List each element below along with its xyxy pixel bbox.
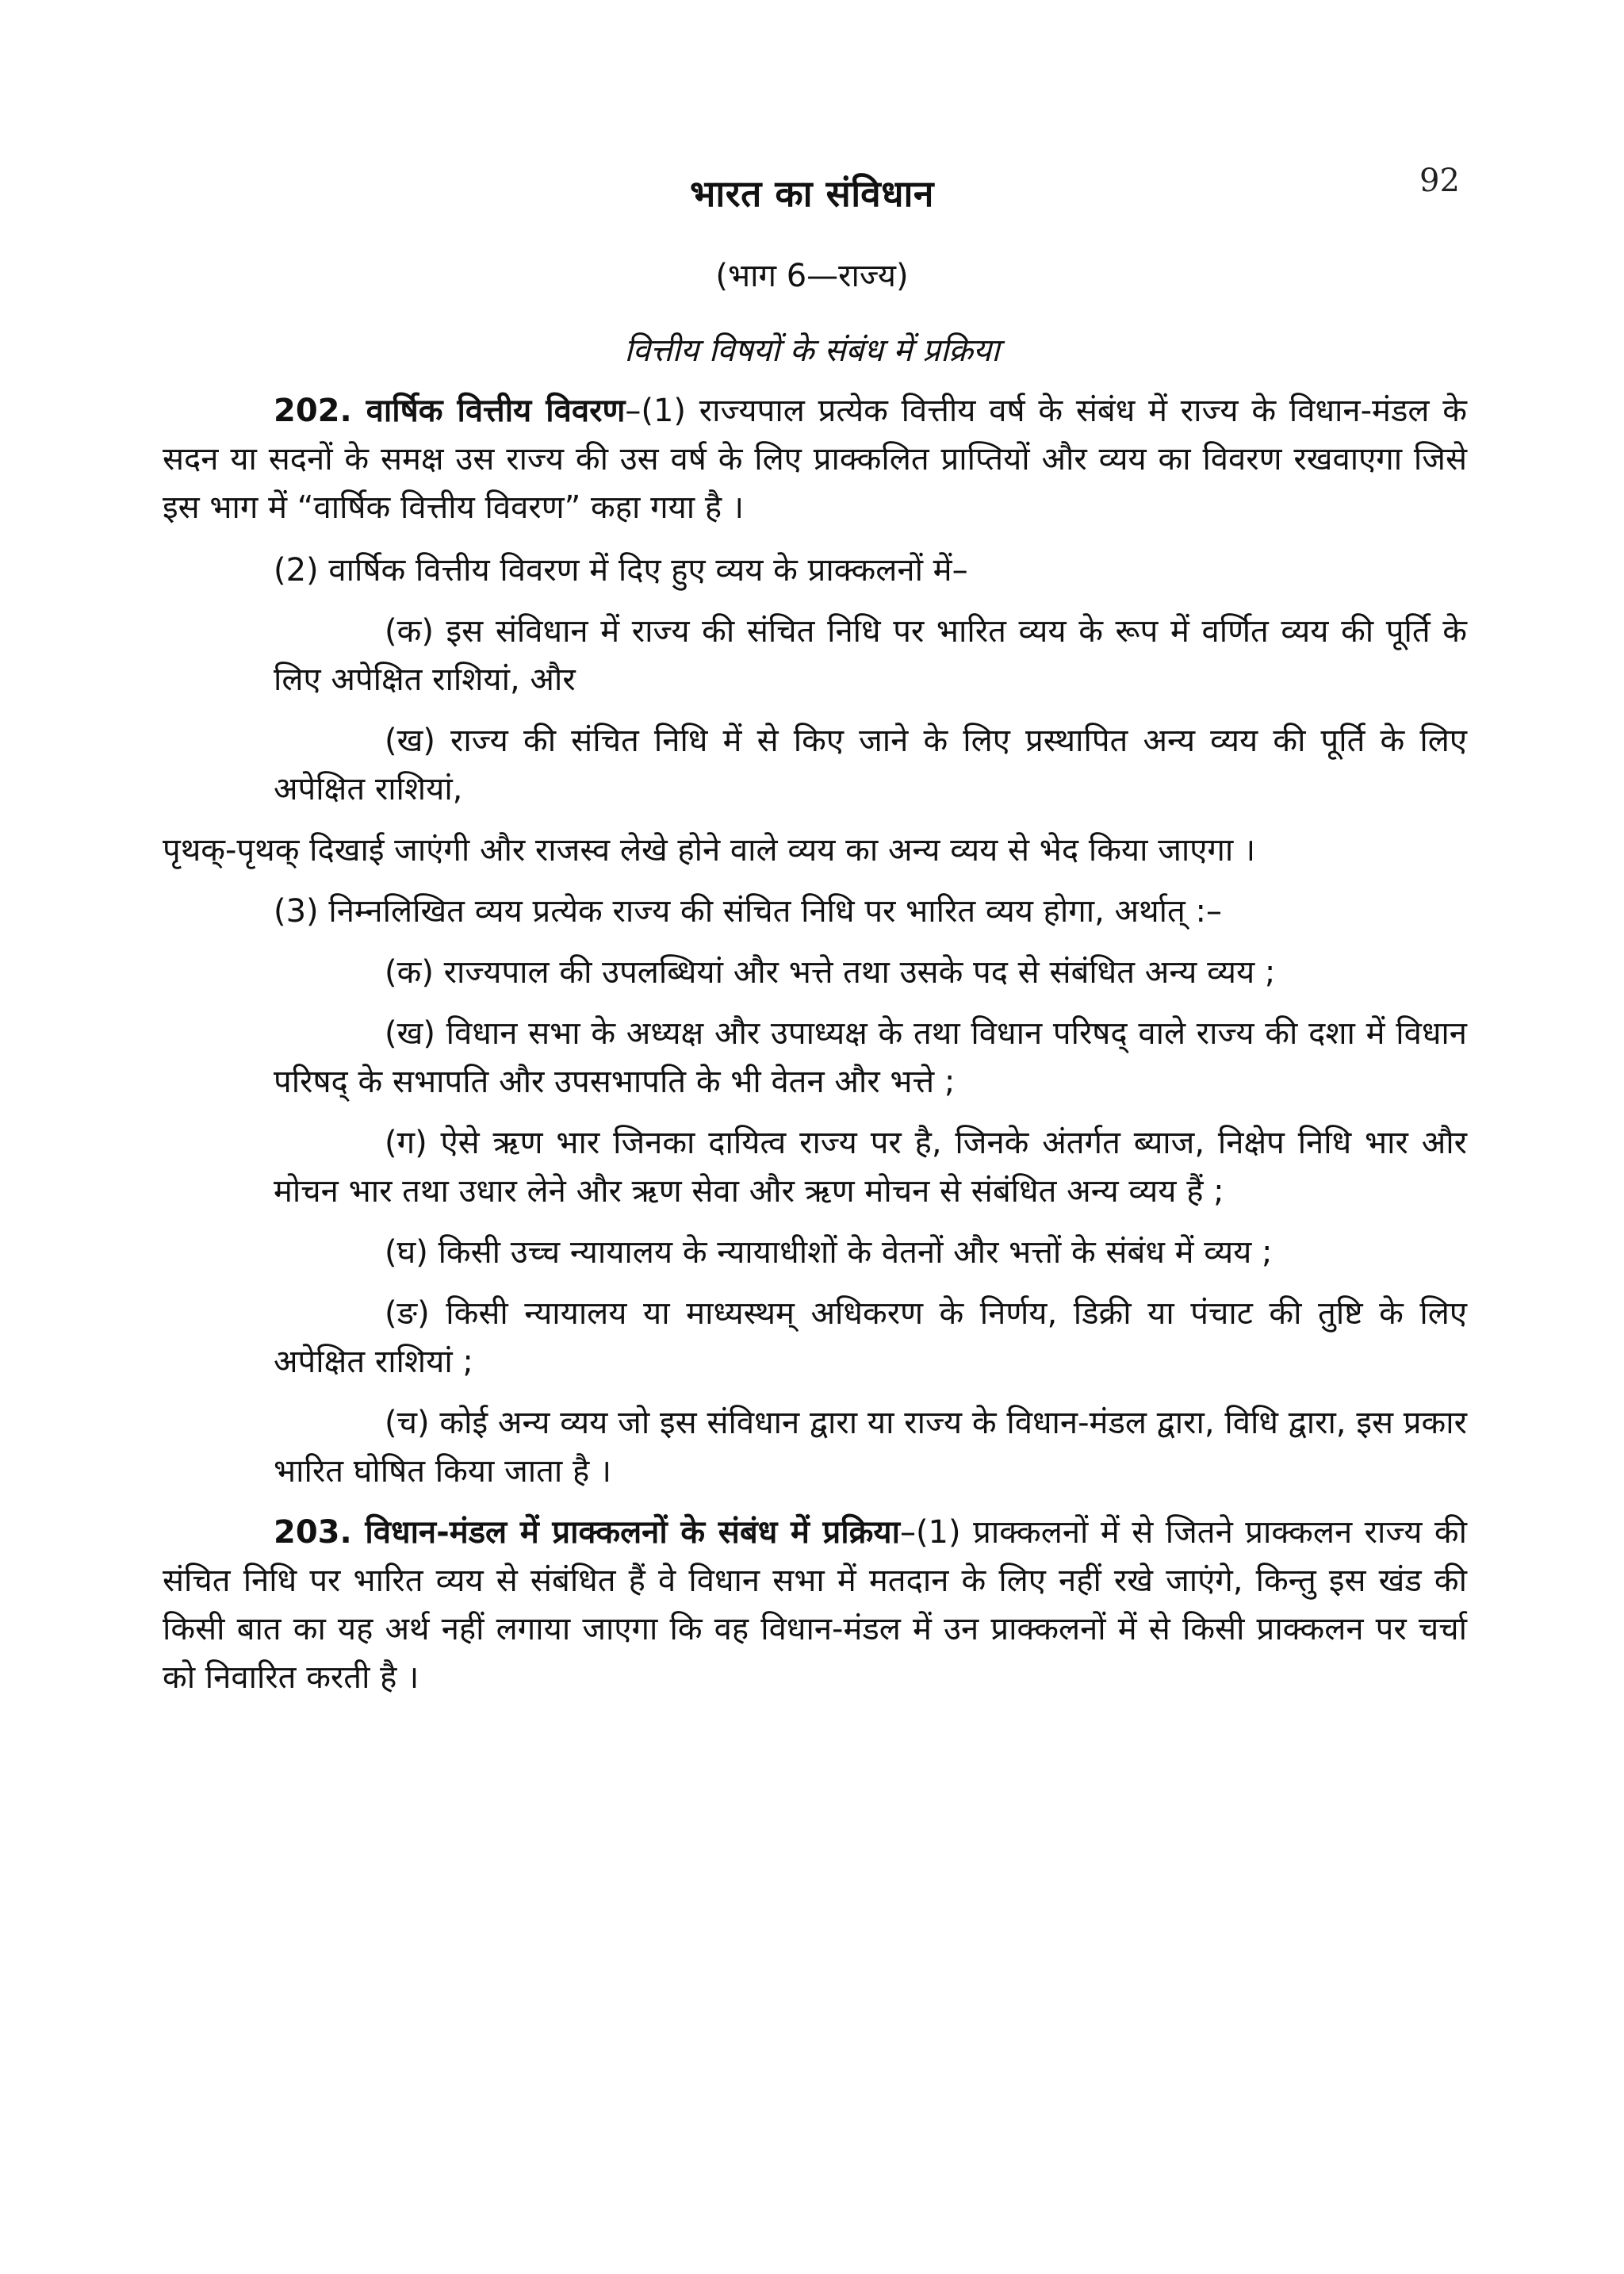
paragraph-text: (3) निम्नलिखित व्यय प्रत्येक राज्य की संचित निधि पर भारित व्यय होगा, अर्थात् :–: [274, 893, 1223, 930]
paragraph-text: (च) कोई अन्य व्यय जो इस संविधान द्वारा या राज्य के विधान-मंडल द्वारा, विधि द्वारा, इस प्रकार भारित घोषित किया जाता है ।: [274, 1405, 1467, 1490]
paragraph-text: (ग) ऐसे ऋण भार जिनका दायित्व राज्य पर है, जिनके अंतर्गत ब्याज, निक्षेप निधि भार और मोचन भार तथा उधार लेने और ऋण सेवा और ऋण मोचन से संबंधित अन्य व्यय हैं ;: [274, 1125, 1467, 1210]
paragraph-text: पृथक्-पृथक् दिखाई जाएंगी और राजस्व लेखे होने वाले व्यय का अन्य व्यय से भेद किया जाएगा ।: [163, 832, 1256, 869]
document-body: [163, 387, 1467, 1716]
paragraph-text: (क) राज्यपाल की उपलब्धियां और भत्ते तथा उसके पद से संबंधित अन्य व्यय ;: [385, 954, 1276, 991]
article-heading: 202. वार्षिक वित्तीय विवरण: [274, 393, 626, 429]
paragraph-text: –(1) प्राक्कलनों में से जितने प्राक्कलन राज्य की संचित निधि पर भारित व्यय से संबंधित हैं वे विधान सभा में मतदान के लिए नहीं रखे जाएंगे, किन्तु इस खंड की किसी बात का यह अर्थ नहीं लगाया जाएगा कि वह विधान-मंडल में उन प्राक्कलनों में से किसी प्राक्कलन पर चर्चा को निवारित करती है ।: [163, 1514, 1467, 1696]
paragraph-text: –(1) राज्यपाल प्रत्येक वित्तीय वर्ष के संबंध में राज्य के विधान-मंडल के सदन या सदनों के समक्ष उस राज्य की उस वर्ष के लिए प्राक्कलित प्राप्तियों और व्यय का विवरण रखवाएगा जिसे इस भाग में “वार्षिक वित्तीय विवरण” कहा गया है ।: [163, 393, 1467, 526]
paragraph-text: (ङ) किसी न्यायालय या माध्यस्थम् अधिकरण के निर्णय, डिक्री या पंचाट की तुष्टि के लिए अपेक्षित राशियां ;: [274, 1295, 1467, 1380]
paragraph-subclause: [163, 717, 1467, 814]
paragraph-text: (घ) किसी उच्च न्यायालय के न्यायाधीशों के वेतनों और भत्तों के संबंध में व्यय ;: [385, 1234, 1273, 1271]
section-heading: वित्तीय विषयों के संबंध में प्रक्रिया: [624, 332, 1000, 369]
paragraph-clause: [163, 546, 1467, 595]
paragraph-article: [163, 387, 1467, 532]
paragraph-text: (क) इस संविधान में राज्य की संचित निधि पर भारित व्यय के रूप में वर्णित व्यय की पूर्ति के लिए अपेक्षित राशियां, और: [274, 613, 1467, 698]
paragraph-text: (ख) विधान सभा के अध्यक्ष और उपाध्यक्ष के तथा विधान परिषद् वाले राज्य की दशा में विधान परिषद् के सभापति और उपसभापति के भी वेतन और भत्ते ;: [274, 1015, 1467, 1100]
article-heading: 203. विधान-मंडल में प्राक्कलनों के संबंध में प्रक्रिया: [274, 1514, 900, 1551]
paragraph-clause: [163, 888, 1467, 936]
paragraph-subclause: [163, 1399, 1467, 1496]
paragraph-subclause: [163, 1119, 1467, 1216]
paragraph-article: [163, 1509, 1467, 1702]
paragraph-text: (2) वार्षिक वित्तीय विवरण में दिए हुए व्यय के प्राक्कलनों में–: [274, 552, 968, 589]
paragraph-subclause: [163, 949, 1467, 997]
page-number: 92: [1419, 163, 1460, 199]
paragraph-text: (ख) राज्य की संचित निधि में से किए जाने के लिए प्रस्थापित अन्य व्यय की पूर्ति के लिए अपेक्षित राशियां,: [274, 723, 1467, 807]
paragraph-continuation: [163, 826, 1467, 875]
document-title: भारत का संविधान: [690, 172, 934, 215]
paragraph-subclause: [163, 1290, 1467, 1386]
document-subtitle: (भाग 6—राज्य): [715, 258, 909, 294]
paragraph-subclause: [163, 608, 1467, 704]
paragraph-subclause: [163, 1229, 1467, 1277]
paragraph-subclause: [163, 1010, 1467, 1106]
